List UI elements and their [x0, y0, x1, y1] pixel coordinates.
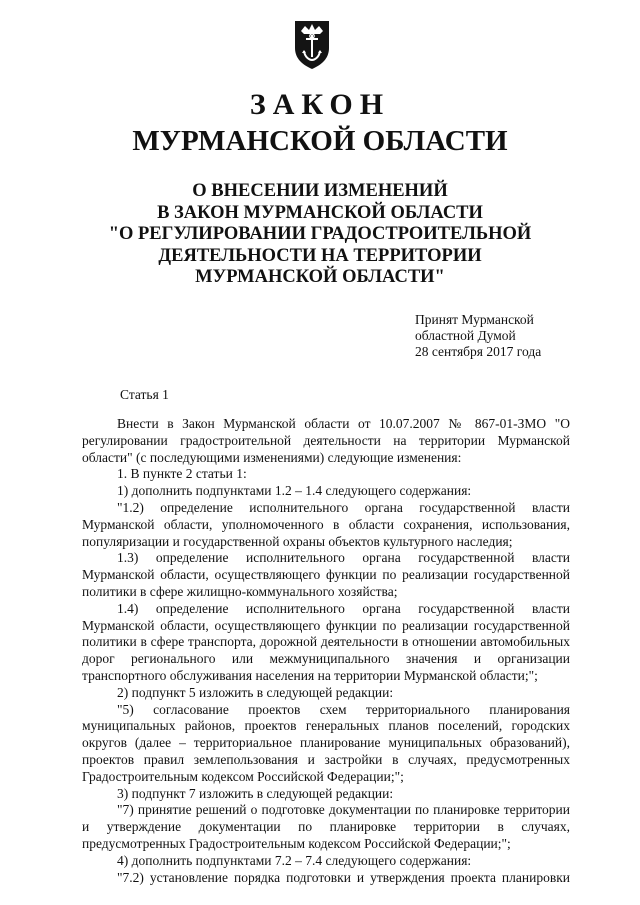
coat-of-arms-icon	[292, 18, 332, 70]
paragraph: "1.2) определение исполнительного органа государственной власти Мурманской области, уполномоченного в области сохранения, использования, популяризации и государственной охраны объектов культурного наследия;	[82, 499, 570, 549]
subject-line: ДЕЯТЕЛЬНОСТИ НА ТЕРРИТОРИИ	[158, 245, 482, 266]
paragraph: 4) дополнить подпунктами 7.2 – 7.4 следующего содержания:	[117, 852, 472, 868]
paragraph: 3) подпункт 7 изложить в следующей редакции:	[117, 785, 394, 801]
paragraph: Внести в Закон Мурманской области от 10.07.2007 № 867-01-ЗМО "О регулировании градостроительной деятельности на территории Мурманской области" (с последующими изменениями) следующие изменения:	[82, 416, 570, 465]
paragraph: 2) подпункт 5 изложить в следующей редакции:	[117, 684, 394, 700]
adoption-line: Принят Мурманской	[415, 312, 534, 327]
adoption-note	[415, 312, 541, 360]
law-subject-heading	[80, 181, 560, 289]
adoption-date: 28 сентября 2017 года	[415, 344, 542, 359]
paragraph: 1.3) определение исполнительного органа государственной власти Мурманской области, осуществляющего функции по реализации государственной политики в сфере жилищно-коммунального хозяйства;	[82, 550, 570, 599]
article-body	[82, 416, 570, 886]
paragraph: 1.4) определение исполнительного органа государственной власти Мурманской области, осуществляющего функции по реализации государственной политики в сфере транспорта, дорожной деятельности в отношении автомобильных дорог регионального или межмуниципального значения и организации транспортного обслуживания населения на территории Мурманской области;";	[82, 600, 570, 683]
adoption-line: областной Думой	[415, 328, 516, 343]
paragraph: "7) принятие решений о подготовке документации по планировке территории и утверждение документации по планировке территории в случаях, предусмотренных Градостроительным кодексом Российской Федерации;";	[82, 802, 570, 851]
subject-line: МУРМАНСКОЙ ОБЛАСТИ"	[195, 267, 445, 287]
region-title: МУРМАНСКОЙ ОБЛАСТИ	[132, 125, 508, 157]
subject-line: "О РЕГУЛИРОВАНИИ ГРАДОСТРОИТЕЛЬНОЙ	[108, 224, 532, 244]
paragraph: "5) согласование проектов схем территориального планирования муниципальных районов, проектов генеральных планов поселений, городских округов (далее – территориальное планирование муниципальных образований), проектов правил землепользования и застройки в случаях, предусмотренных Градостроительным кодексом Российской Федерации;";	[82, 701, 570, 784]
document-type-title: ЗАКОН	[249, 88, 391, 121]
subject-line: О ВНЕСЕНИИ ИЗМЕНЕНИЙ	[192, 181, 448, 201]
paragraph: "7.2) установление порядка подготовки и утверждения проекта планировки	[117, 869, 570, 885]
article-heading: Статья 1	[120, 387, 169, 402]
paragraph: 1) дополнить подпунктами 1.2 – 1.4 следующего содержания:	[117, 483, 472, 499]
paragraph: 1. В пункте 2 статьи 1:	[117, 466, 247, 482]
subject-line: В ЗАКОН МУРМАНСКОЙ ОБЛАСТИ	[157, 202, 483, 223]
